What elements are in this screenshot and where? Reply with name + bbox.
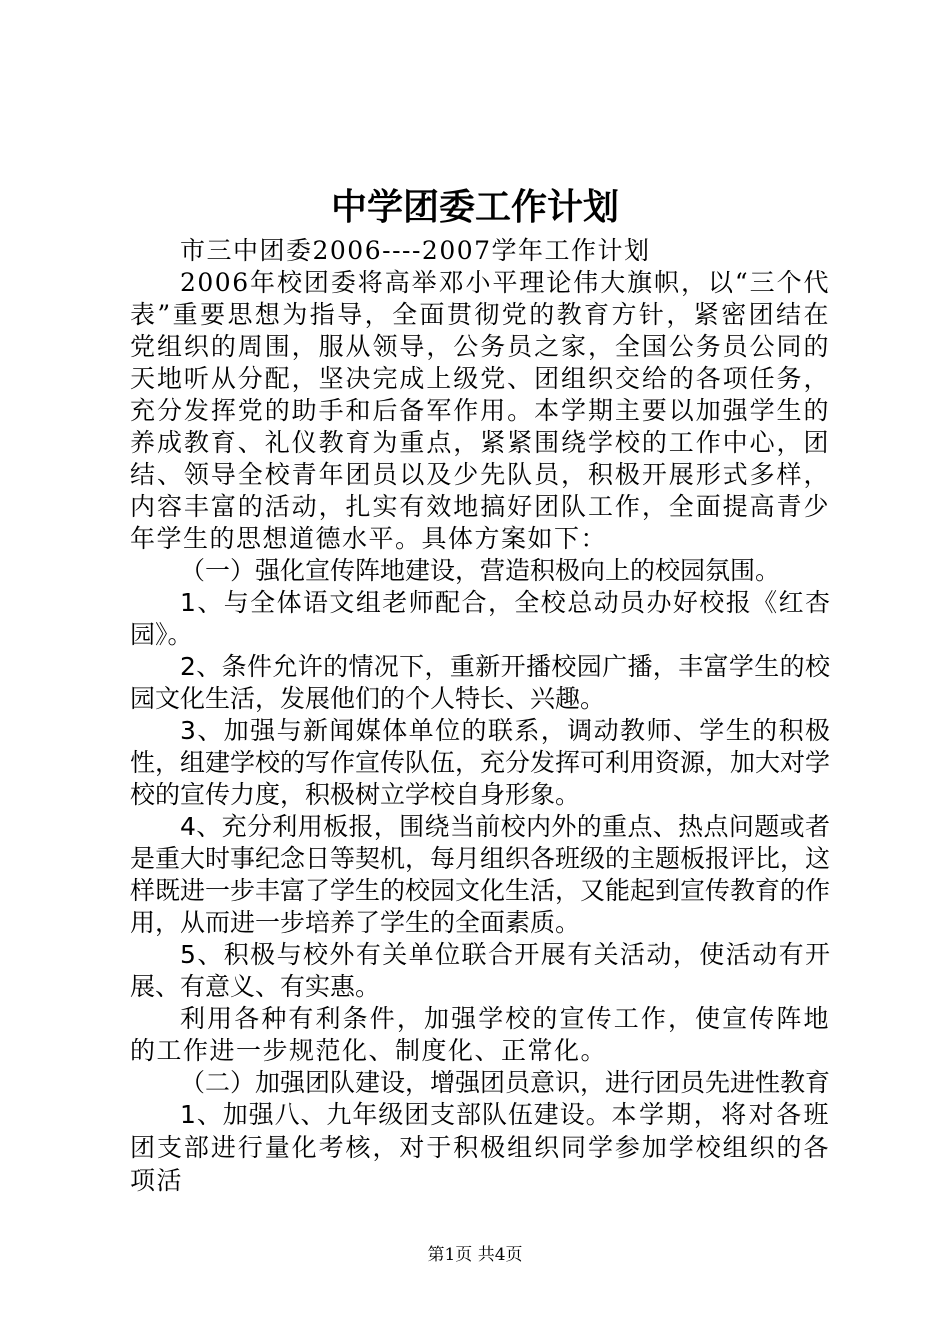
document-title: 中学团委工作计划: [330, 187, 619, 228]
section-heading: （二）加强团队建设，增强团员意识，进行团员先进性教育: [180, 1068, 831, 1097]
paragraph: 5、积极与校外有关单位联合开展有关活动，使活动有开展、有意义、有实惠。: [130, 940, 830, 1001]
page-footer: 第1页 共4页: [427, 1245, 523, 1265]
paragraph: [130, 1099, 830, 1198]
paragraph: 利用各种有利条件，加强学校的宣传工作，使宣传阵地的工作进一步规范化、制度化、正常化。: [130, 1004, 830, 1065]
section-heading: （一）强化宣传阵地建设，营造积极向上的校园氛围。: [180, 556, 781, 585]
paragraph-lead: 1、加强八、九年级团支部队伍建设。: [180, 1100, 612, 1129]
paragraph: 2006年校团委将高举邓小平理论伟大旗帜，以“三个代表”重要思想为指导，全面贯彻党的教育方针，紧密团结在党组织的周围，服从领导，公务员之家，全国公务员公同的天地听从分配，坚决完成上级党、团组织交给的各项任务，充分发挥党的助手和后备军作用。本学期主要以加强学生的养成教育、礼仪教育为重点，紧紧围绕学校的工作中心，团结、领导全校青年团员以及少先队员，积极开展形式多样，内容丰富的活动，扎实有效地搞好团队工作，全面提高青少年学生的思想道德水平。具体方案如下：: [130, 268, 830, 553]
paragraph: 2、条件允许的情况下，重新开播校园广播，丰富学生的校园文化生活，发展他们的个人特长、兴趣。: [130, 652, 830, 713]
paragraph: 市三中团委2006----2007学年工作计划: [180, 236, 651, 265]
paragraph-rest: 本学期，将对各班团支部进行量化考核，对于积极组织同学参加学校组织的各项活: [130, 1100, 830, 1195]
paragraph: 4、充分利用板报，围绕当前校内外的重点、热点问题或者是重大时事纪念日等契机，每月组织各班级的主题板报评比，这样既进一步丰富了学生的校园文化生活，又能起到宣传教育的作用，从而进一步培养了学生的全面素质。: [130, 812, 831, 937]
paragraph: 1、与全体语文组老师配合，全校总动员办好校报《红杏园》。: [130, 588, 830, 649]
document-body: [130, 235, 830, 1198]
paragraph: 3、加强与新闻媒体单位的联系，调动教师、学生的积极性，组建学校的写作宣传队伍，充分发挥可利用资源，加大对学校的宣传力度，积极树立学校自身形象。: [130, 716, 831, 809]
